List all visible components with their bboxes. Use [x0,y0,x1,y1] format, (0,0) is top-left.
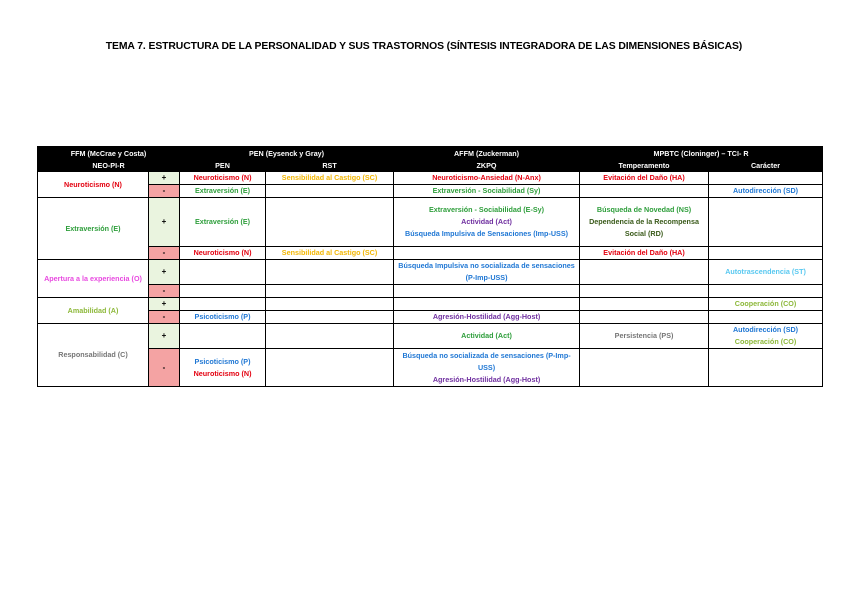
cell-temperamento [580,185,709,198]
cell-caracter: Autodirección (SD) [709,185,823,198]
cell-pen [180,349,266,387]
header-pen: PEN (Eysenck y Gray) [180,147,394,160]
cell-pen: Neuroticismo (N) [180,247,266,260]
cell-rst [266,198,394,247]
cell-pen: Psicoticismo (P) [180,311,266,324]
sign-minus: - [149,185,180,198]
cell-zkpq: Neuroticismo-Ansiedad (N-Anx) [394,172,580,185]
caracter-line: Cooperación (CO) [734,337,797,346]
cell-rst [266,324,394,349]
cell-zkpq [394,198,580,247]
cell-caracter [709,324,823,349]
table-row [38,298,823,311]
cell-temperamento [580,311,709,324]
cell-rst: Sensibilidad al Castigo (SC) [266,172,394,185]
table-row [38,285,823,298]
table-row [38,247,823,260]
zkpq-line: Búsqueda Impulsiva de Sensaciones (Imp-USS) [405,229,569,238]
cell-caracter [709,311,823,324]
zkpq-line: Búsqueda no socializada de sensaciones (P-Imp-USS) [402,350,571,372]
cell-temperamento: Persistencia (PS) [580,324,709,349]
sign-minus: - [149,311,180,324]
cell-zkpq [394,285,580,298]
cell-rst [266,298,394,311]
header-row-1 [38,147,823,160]
header-caracter: Carácter [709,159,823,172]
cell-temperamento: Evitación del Daño (HA) [580,172,709,185]
sign-plus: + [149,260,180,285]
cell-caracter [709,198,823,247]
page-title: TEMA 7. ESTRUCTURA DE LA PERSONALIDAD Y SUS TRASTORNOS (SÍNTESIS INTEGRADORA DE LAS DIMENSIONES BÁSICAS) [105,41,743,52]
cell-temperamento [580,260,709,285]
cell-pen [180,298,266,311]
zkpq-line: Agresión-Hostilidad (Agg-Host) [432,374,541,384]
table-row [38,311,823,324]
cell-temperamento [580,285,709,298]
cell-rst [266,260,394,285]
cell-pen [180,260,266,285]
table-row [38,349,823,387]
cell-caracter [709,172,823,185]
header-neo-pi-r: NEO-PI-R [38,159,180,172]
header-mpbtc: MPBTC (Cloninger) – TCI- R [580,147,823,160]
factor-neuroticismo: Neuroticismo (N) [38,172,149,198]
cell-rst [266,185,394,198]
header-zkpq: ZKPQ [394,159,580,172]
factor-extraversion: Extraversión (E) [38,198,149,260]
cell-zkpq [394,349,580,387]
cell-zkpq: Actividad (Act) [394,324,580,349]
personality-table [37,146,823,387]
cell-caracter [709,349,823,387]
table-row [38,172,823,185]
cell-pen: Extraversión (E) [180,198,266,247]
cell-pen: Neuroticismo (N) [180,172,266,185]
pen-line: Neuroticismo (N) [193,368,252,378]
cell-zkpq: Búsqueda Impulsiva no socializada de sensaciones (P-Imp-USS) [394,260,580,285]
table-row [38,324,823,349]
cell-caracter [709,285,823,298]
sign-plus: + [149,198,180,247]
cell-pen [180,324,266,349]
cell-rst [266,311,394,324]
sign-plus: + [149,172,180,185]
cell-caracter [709,247,823,260]
cell-temperamento [580,349,709,387]
temp-line: Búsqueda de Novedad (NS) [596,205,692,214]
header-row-2 [38,159,823,172]
cell-pen: Extraversión (E) [180,185,266,198]
header-afm: AFFM (Zuckerman) [394,147,580,160]
cell-temperamento [580,198,709,247]
cell-rst [266,349,394,387]
cell-caracter: Autotrascendencia (ST) [709,260,823,285]
cell-rst [266,285,394,298]
cell-temperamento [580,298,709,311]
header-rst-sub: RST [266,159,394,172]
cell-temperamento: Evitación del Daño (HA) [580,247,709,260]
cell-zkpq [394,247,580,260]
table-row [38,260,823,285]
sign-plus: + [149,324,180,349]
cell-zkpq: Agresión-Hostilidad (Agg-Host) [394,311,580,324]
cell-pen [180,285,266,298]
header-ffm: FFM (McCrae y Costa) [38,147,180,160]
factor-responsabilidad: Responsabilidad (C) [38,324,149,387]
temp-line: Dependencia de la Recompensa Social (RD) [589,217,699,238]
cell-rst: Sensibilidad al Castigo (SC) [266,247,394,260]
header-pen-sub: PEN [180,159,266,172]
pen-line: Psicoticismo (P) [194,356,251,366]
cell-zkpq [394,298,580,311]
sign-minus: - [149,247,180,260]
factor-amabilidad: Amabilidad (A) [38,298,149,324]
table-row [38,198,823,247]
sign-minus: - [149,349,180,387]
caracter-line: Autodirección (SD) [732,325,799,334]
header-temperamento: Temperamento [580,159,709,172]
factor-apertura: Apertura a la experiencia (O) [38,260,149,298]
cell-caracter: Cooperación (CO) [709,298,823,311]
zkpq-line: Actividad (Act) [461,217,512,226]
table-row [38,185,823,198]
sign-plus: + [149,298,180,311]
sign-minus: - [149,285,180,298]
cell-zkpq: Extraversión - Sociabilidad (Sy) [394,185,580,198]
zkpq-line: Extraversión - Sociabilidad (E-Sy) [429,205,545,214]
